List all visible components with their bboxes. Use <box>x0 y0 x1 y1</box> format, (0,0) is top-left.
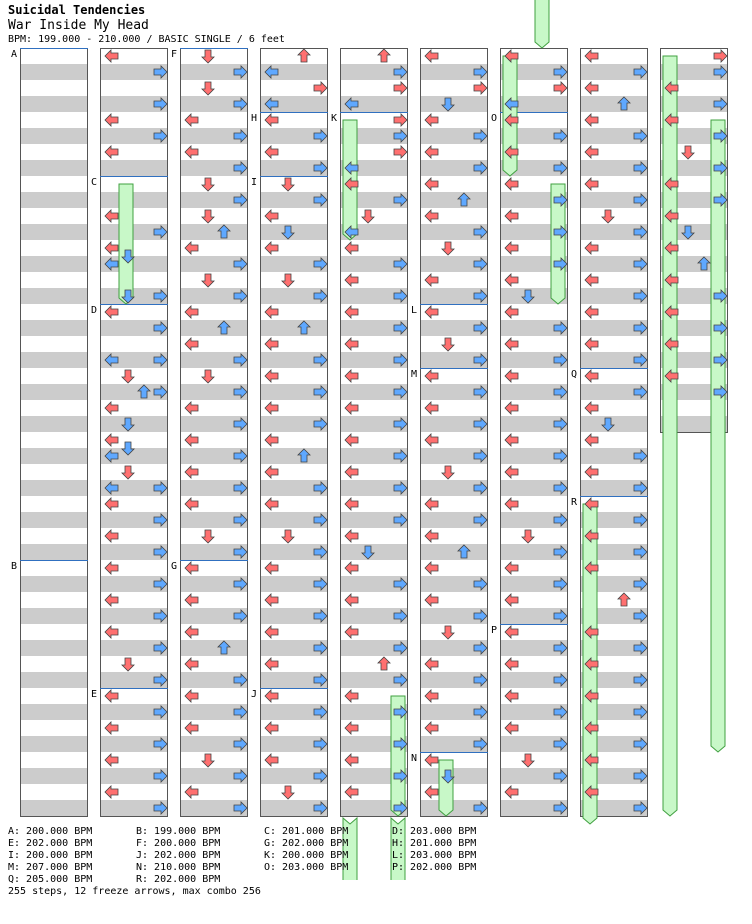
bpm-legend-entry: Q: 205.000 BPM <box>8 874 93 885</box>
bpm-legend-entry: G: 202.000 BPM <box>264 838 349 849</box>
bpm-legend-entry: D: 203.000 BPM <box>392 826 477 837</box>
section-marker-label: L <box>411 305 418 316</box>
freeze-arrow <box>663 56 677 816</box>
section-marker-label: H <box>251 113 258 124</box>
freeze-arrow <box>711 120 725 752</box>
bpm-legend-entry: N: 210.000 BPM <box>136 862 221 873</box>
chart-column <box>20 48 88 817</box>
bpm-legend-entry: H: 201.000 BPM <box>392 838 477 849</box>
chart-info: BPM: 199.000 - 210.000 / BASIC SINGLE / 6 feet <box>8 34 285 45</box>
section-marker-label: P <box>491 625 498 636</box>
section-marker-label: B <box>11 561 18 572</box>
bpm-legend-entry: L: 203.000 BPM <box>392 850 477 861</box>
section-marker-label: C <box>91 177 98 188</box>
bpm-legend-entry: A: 200.000 BPM <box>8 826 93 837</box>
bpm-legend-entry: C: 201.000 BPM <box>264 826 349 837</box>
section-marker-label: A <box>11 49 18 60</box>
section-marker-label: I <box>251 177 258 188</box>
section-marker-label: D <box>91 305 98 316</box>
section-marker-label: M <box>411 369 418 380</box>
bpm-legend-entry: K: 200.000 BPM <box>264 850 349 861</box>
section-marker-label: R <box>571 497 578 508</box>
bpm-legend-entry: E: 202.000 BPM <box>8 838 93 849</box>
section-marker-label: G <box>171 561 178 572</box>
section-marker-label: J <box>251 689 258 700</box>
bpm-legend-entry: P: 202.000 BPM <box>392 862 477 873</box>
chart-summary: 255 steps, 12 freeze arrows, max combo 256 <box>8 886 261 897</box>
song-title: War Inside My Head <box>8 18 149 33</box>
section-marker-label: F <box>171 49 178 60</box>
freeze-arrow <box>535 0 549 48</box>
section-marker-label: K <box>331 113 338 124</box>
bpm-legend-entry: B: 199.000 BPM <box>136 826 221 837</box>
section-marker-label: N <box>411 753 418 764</box>
freeze-arrow <box>119 184 133 304</box>
song-artist: Suicidal Tendencies <box>8 3 146 17</box>
bpm-legend-entry: O: 203.000 BPM <box>264 862 349 873</box>
section-marker-label: Q <box>571 369 578 380</box>
bpm-legend-entry: J: 202.000 BPM <box>136 850 221 861</box>
section-marker-label: E <box>91 689 98 700</box>
section-marker-label: O <box>491 113 498 124</box>
bpm-legend-entry: R: 202.000 BPM <box>136 874 221 885</box>
bpm-legend-entry: M: 207.000 BPM <box>8 862 93 873</box>
bpm-legend-entry: I: 200.000 BPM <box>8 850 93 861</box>
bpm-legend-entry: F: 200.000 BPM <box>136 838 221 849</box>
freeze-arrow <box>439 760 453 816</box>
